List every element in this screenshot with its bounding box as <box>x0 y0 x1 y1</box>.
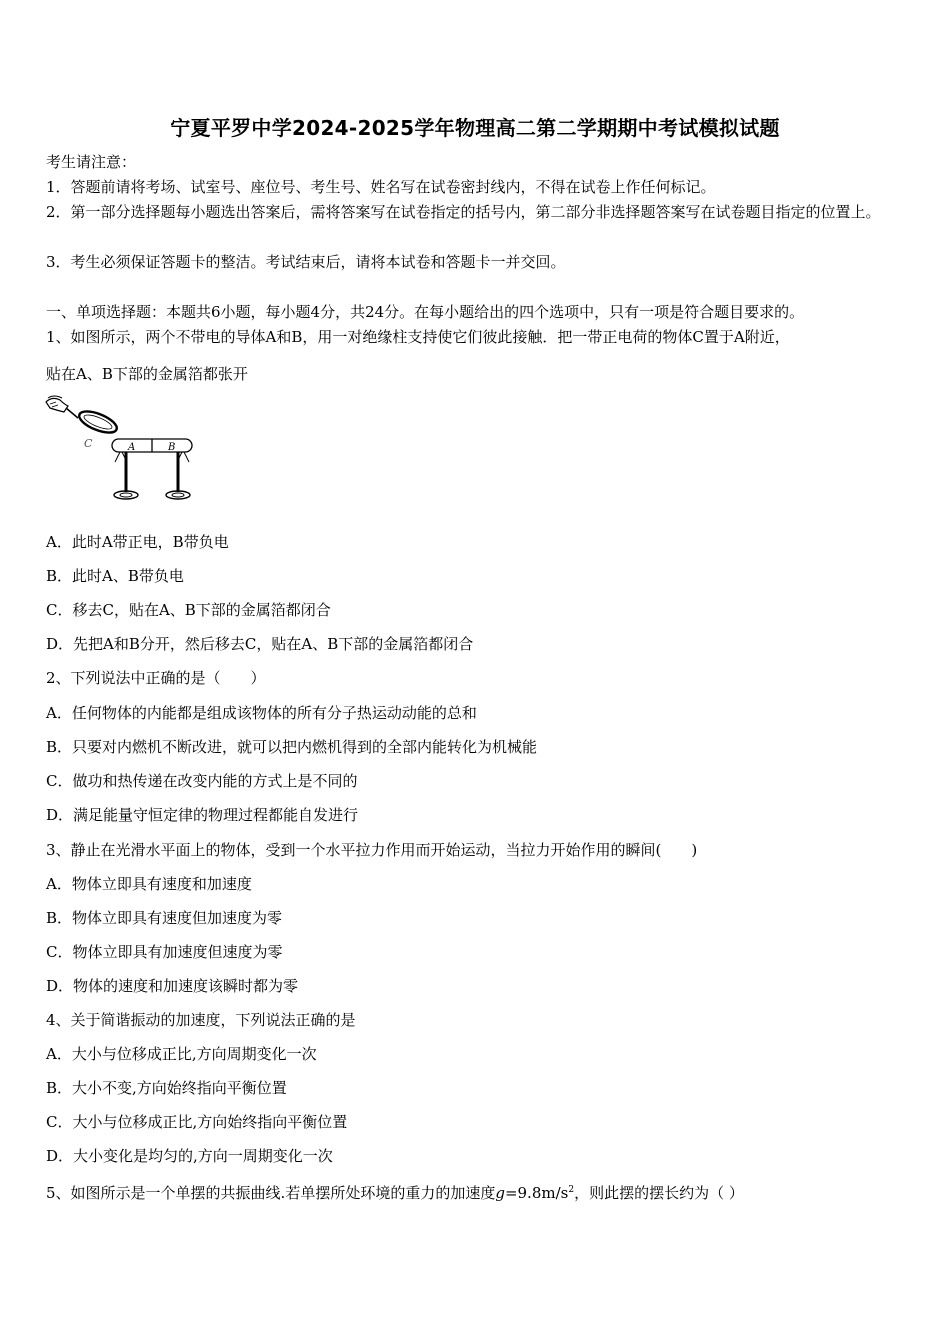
charged-object-c <box>76 407 119 437</box>
notice-item-1: 1．答题前请将考场、试室号、座位号、考生号、姓名写在试卷密封线内，不得在试卷上作任何标记。 <box>46 178 716 196</box>
g-symbol: g <box>495 1184 505 1202</box>
q4-stem: 4、关于简谐振动的加速度，下列说法正确的是 <box>46 1011 356 1029</box>
q2-option-a: A．任何物体的内能都是组成该物体的所有分子热运动动能的总和 <box>46 704 477 722</box>
q3-option-a: A．物体立即具有速度和加速度 <box>46 875 252 893</box>
q4-option-d: D．大小变化是均匀的,方向一周期变化一次 <box>46 1147 333 1165</box>
q2-stem: 2、下列说法中正确的是（ ） <box>46 669 266 687</box>
q1-stem-line1: 1、如图所示，两个不带电的导体A和B，用一对绝缘柱支持使它们彼此接触．把一带正电荷的物体C置于A附近， <box>46 328 790 346</box>
q2-option-c: C．做功和热传递在改变内能的方式上是不同的 <box>46 772 358 790</box>
q3-option-d: D．物体的速度和加速度该瞬时都为零 <box>46 977 299 995</box>
q1-stem-line2: 贴在A、B下部的金属箔都张开 <box>46 365 248 383</box>
q2-option-d: D．满足能量守恒定律的物理过程都能自发进行 <box>46 806 359 824</box>
notice-item-2: 2．第一部分选择题每小题选出答案后，需将答案写在试卷指定的括号内，第二部分非选择题答案写在试卷题目指定的位置上。 <box>46 203 881 221</box>
q4-option-c: C．大小与位移成正比,方向始终指向平衡位置 <box>46 1113 348 1131</box>
q1-option-a: A．此时A带正电，B带负电 <box>46 533 229 551</box>
label-a: A <box>128 442 136 453</box>
q5-stem <box>46 1180 744 1203</box>
q1-option-d: D．先把A和B分开，然后移去C，贴在A、B下部的金属箔都闭合 <box>46 635 474 653</box>
q1-option-c: C．移去C，贴在A、B下部的金属箔都闭合 <box>46 601 331 619</box>
q3-option-b: B．物体立即具有速度但加速度为零 <box>46 909 283 927</box>
q5-stem-a: 5、如图所示是一个单摆的共振曲线.若单摆所处环境的重力的加速度 <box>46 1184 496 1202</box>
q1-option-b: B．此时A、B带负电 <box>46 567 184 585</box>
g-value: =9.8m/s <box>504 1184 569 1202</box>
section-heading: 一、单项选择题：本题共6小题，每小题4分，共24分。在每小题给出的四个选项中，只有一项是符合题目要求的。 <box>46 303 805 321</box>
label-c: C <box>84 437 93 450</box>
page-title: 宁夏平罗中学2024-2025学年物理高二第二学期期中考试模拟试题 <box>170 116 780 140</box>
q5-stem-b: ，则此摆的摆长约为（ ） <box>574 1184 744 1202</box>
q3-option-c: C．物体立即具有加速度但速度为零 <box>46 943 283 961</box>
notice-item-3: 3．考生必须保证答题卡的整洁。考试结束后，请将本试卷和答题卡一并交回。 <box>46 253 566 271</box>
label-b: B <box>168 442 176 453</box>
conductor-figure <box>42 392 202 510</box>
notice-heading: 考生请注意： <box>46 153 137 171</box>
q3-stem: 3、静止在光滑水平面上的物体，受到一个水平拉力作用而开始运动，当拉力开始作用的瞬间( ) <box>46 841 698 859</box>
q4-option-a: A．大小与位移成正比,方向周期变化一次 <box>46 1045 317 1063</box>
q4-option-b: B．大小不变,方向始终指向平衡位置 <box>46 1079 287 1097</box>
q2-option-b: B．只要对内燃机不断改进，就可以把内燃机得到的全部内能转化为机械能 <box>46 738 538 756</box>
g-exponent: 2 <box>568 1185 575 1195</box>
